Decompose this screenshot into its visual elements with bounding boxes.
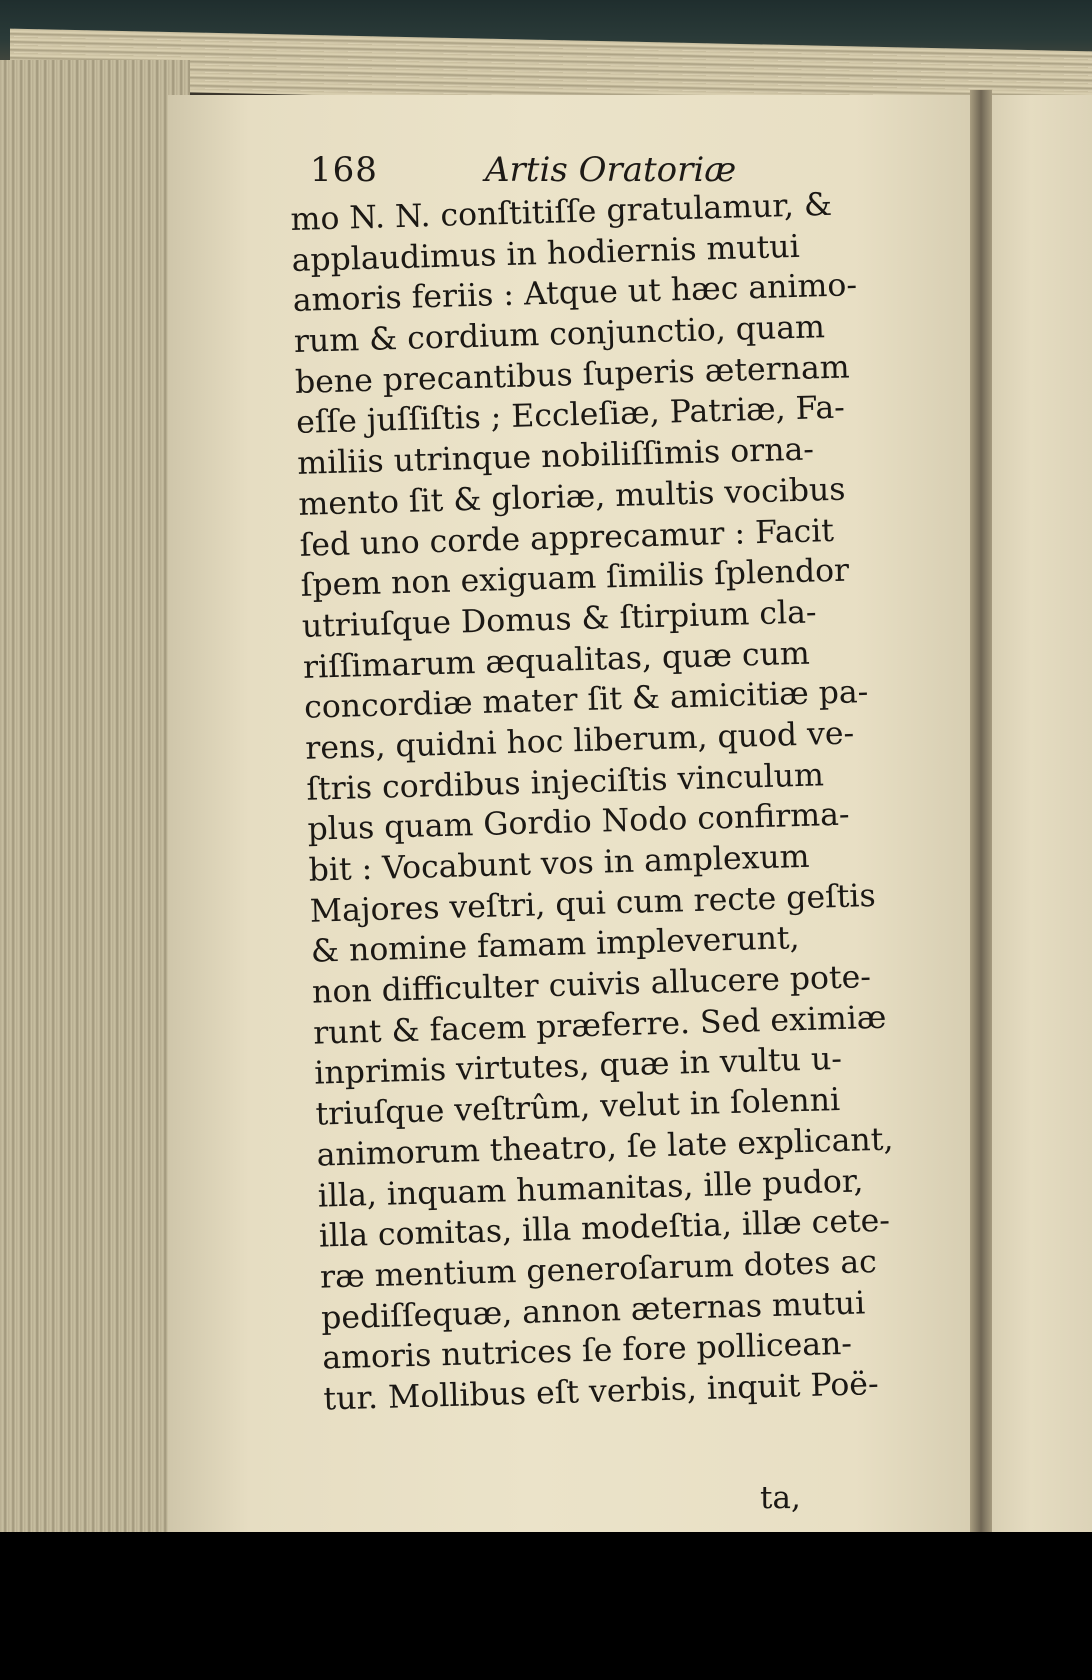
facing-page (990, 95, 1092, 1532)
text-line: Majores veſtri, qui cum recte geſtis (309, 877, 877, 930)
text-line: ſed uno corde apprecamur : Facit (299, 512, 835, 564)
text-line: eſſe juſſiſtis ; Eccleſiæ, Patriæ, Fa- (295, 390, 846, 442)
text-line: animorum theatro, ſe late explicant, (316, 1121, 894, 1174)
text-line: riſſimarum æqualitas, quæ cum (302, 635, 811, 686)
text-line: bene precantibus ſuperis æternam (294, 349, 851, 401)
text-line: runt & facem præferre. Sed eximiæ (312, 999, 887, 1052)
text-line: mento ſit & gloriæ, multis vocibus (298, 471, 846, 523)
text-line: mo N. N. conſtitiſſe gratulamur, & (290, 186, 833, 238)
text-line: tur. Mollibus eſt verbis, inquit Poë- (323, 1365, 880, 1418)
body-text (290, 184, 894, 1420)
text-line: triuſque veſtrûm, velut in ſolenni (315, 1082, 841, 1133)
text-line: amoris feriis : Atque ut hæc animo- (292, 267, 858, 320)
text-line: inprimis virtutes, quæ in vultu u- (313, 1041, 843, 1093)
text-line: & nomine famam impleverunt, (310, 920, 801, 971)
text-line: illa, inquam humanitas, ille pudor, (317, 1162, 864, 1215)
catchword: ta, (760, 1480, 801, 1516)
text-line: ſpem non exiguam ſimilis ſplendor (300, 552, 850, 605)
spine-gutter (970, 90, 992, 1532)
page-number: 168 (310, 150, 378, 190)
text-line: rum & cordium conjunctio, quam (293, 309, 826, 361)
page-edges-left (0, 60, 190, 1532)
text-line: illa comitas, illa modeſtia, illæ cete- (318, 1202, 891, 1255)
text-line: non difficulter cuivis allucere pote- (311, 959, 872, 1011)
text-line: plus quam Gordio Nodo confirma- (307, 796, 851, 849)
text-line: utriuſque Domus & ſtirpium cla- (301, 594, 817, 645)
text-line: applaudimus in hodiernis mutui (291, 228, 801, 279)
text-line: pediſſequæ, annon æternas mutui (320, 1284, 866, 1337)
text-line: amoris nutrices ſe fore pollicean- (321, 1326, 853, 1377)
text-line: ræ mentium generoſarum dotes ac (319, 1243, 878, 1296)
text-line: ſtris cordibus injeciſtis vinculum (305, 756, 825, 808)
black-margin (0, 1532, 1092, 1680)
text-line: rens, quidni hoc liberum, quod ve- (304, 715, 855, 767)
text-line: bit : Vocabunt vos in amplexum (308, 838, 811, 889)
running-title: Artis Oratoriæ (485, 150, 737, 190)
text-line: concordiæ mater ſit & amicitiæ pa- (303, 674, 869, 727)
text-line: miliis utrinque nobiliſſimis orna- (296, 431, 815, 483)
